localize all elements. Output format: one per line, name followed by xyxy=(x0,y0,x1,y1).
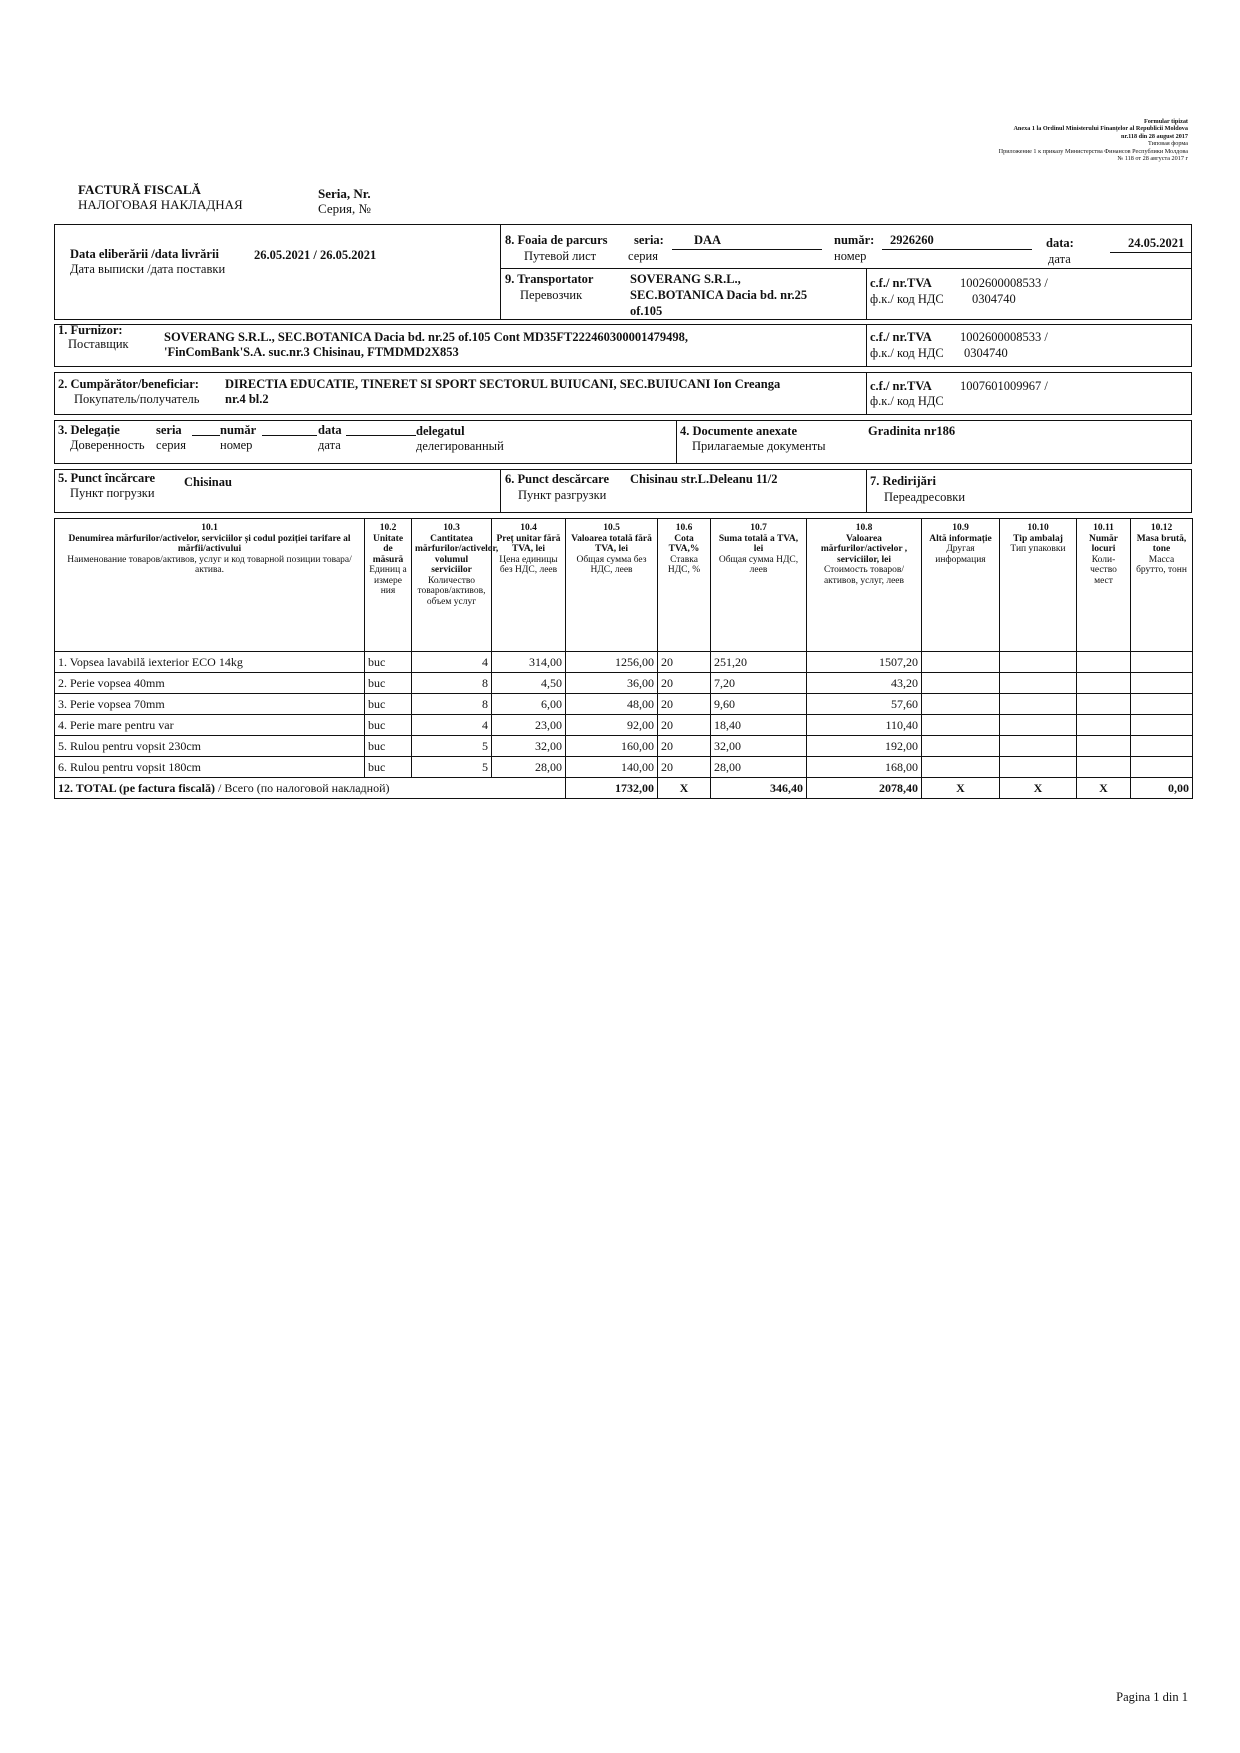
column-title-ro: Altă informație xyxy=(929,533,992,544)
column-title-ru: Количество товаров/активов, объем услуг xyxy=(417,575,486,607)
cell-empty xyxy=(1131,736,1193,757)
cell-qty: 5 xyxy=(412,757,492,778)
cell-empty xyxy=(1000,757,1077,778)
documente-label-ro: 4. Documente anexate xyxy=(680,424,797,438)
cell-empty xyxy=(1077,736,1131,757)
incarcare-value: Chisinau xyxy=(184,475,232,489)
column-header xyxy=(492,519,566,652)
legal-reference xyxy=(858,118,1188,162)
legal-ro-3: nr.118 din 28 august 2017 xyxy=(1121,132,1188,140)
redirijari-label-ru: Переадресовки xyxy=(884,490,966,504)
cell-value: 43,20 xyxy=(807,673,922,694)
cell-empty xyxy=(1077,715,1131,736)
total-x: X xyxy=(658,778,711,799)
cell-value: 192,00 xyxy=(807,736,922,757)
cell-price: 23,00 xyxy=(492,715,566,736)
transportator-cf-value: 1002600008533 / xyxy=(960,276,1048,290)
column-title-ro: Număr locuri xyxy=(1088,533,1119,554)
dates-label-ro: Data eliberării /data livrării xyxy=(70,247,219,261)
cell-vat-rate: 20 xyxy=(658,694,711,715)
cell-empty xyxy=(1131,652,1193,673)
cell-total: 1256,00 xyxy=(566,652,658,673)
table-row xyxy=(55,673,1193,694)
column-title-ru: Единиц а измере ния xyxy=(369,565,407,596)
column-header xyxy=(566,519,658,652)
cell-unit: buc xyxy=(365,736,412,757)
total-value: 2078,40 xyxy=(807,778,922,799)
cell-unit: buc xyxy=(365,694,412,715)
table-row xyxy=(55,757,1193,778)
column-number: 10.11 xyxy=(1093,523,1114,533)
cumparator-label-ru: Покупатель/получатель xyxy=(74,392,200,406)
delegatie-numar-ro: număr xyxy=(220,423,257,437)
furnizor-cf-ru: ф.к./ код НДС xyxy=(870,346,944,360)
underline xyxy=(1110,252,1192,253)
cell-vat-sum: 9,60 xyxy=(711,694,807,715)
descarcare-label-ro: 6. Punct descărcare xyxy=(505,472,610,486)
cell-empty xyxy=(922,736,1000,757)
cell-name: 1. Vopsea lavabilă iexterior ECO 14kg xyxy=(55,652,365,673)
column-number: 10.12 xyxy=(1150,523,1173,533)
transportator-line-1: SOVERANG S.R.L., xyxy=(630,272,741,286)
column-title-ru: Наименование товаров/активов, услуг и код товарной позиции товара/актива. xyxy=(67,554,352,575)
cumparator-line-2: nr.4 bl.2 xyxy=(225,392,269,406)
cell-qty: 8 xyxy=(412,694,492,715)
foaia-seria-value: DAA xyxy=(694,233,722,247)
divider xyxy=(676,420,677,464)
cell-total: 36,00 xyxy=(566,673,658,694)
column-title-ro: Cantitatea mărfurilor/activelor, volumul serviciilor xyxy=(415,533,499,575)
column-number: 10.9 xyxy=(952,523,969,533)
column-title-ro: Masa brută, tone xyxy=(1136,533,1187,554)
column-title-ru: Тип упаковки xyxy=(1010,544,1066,554)
cell-total: 92,00 xyxy=(566,715,658,736)
divider xyxy=(866,324,867,367)
column-number: 10.4 xyxy=(520,523,537,533)
legal-ru-3: № 118 от 28 августа 2017 г xyxy=(1117,155,1188,163)
cell-empty xyxy=(922,715,1000,736)
column-title-ro: Denumirea mărfurilor/activelor, serviciilor și codul poziției tarifare al mărfii/activului xyxy=(68,533,351,554)
cell-empty xyxy=(1131,673,1193,694)
column-title-ro: Unitate de măsură xyxy=(372,533,404,565)
delegatie-data-ro: data xyxy=(318,423,342,437)
cell-total: 140,00 xyxy=(566,757,658,778)
column-title-ro: Suma totală a TVA, lei xyxy=(718,533,799,554)
cumparator-cf-ro: c.f./ nr.TVA xyxy=(870,379,932,393)
cell-qty: 8 xyxy=(412,673,492,694)
cell-unit: buc xyxy=(365,715,412,736)
cell-unit: buc xyxy=(365,757,412,778)
table-row xyxy=(55,652,1193,673)
column-number: 10.6 xyxy=(675,523,693,533)
total-x: X xyxy=(1077,778,1131,799)
cell-vat-sum: 32,00 xyxy=(711,736,807,757)
cell-name: 6. Rulou pentru vopsit 180cm xyxy=(55,757,365,778)
column-header xyxy=(711,519,807,652)
transportator-cf-ro: c.f./ nr.TVA xyxy=(870,276,932,290)
title-ro: FACTURĂ FISCALĂ xyxy=(78,182,201,197)
cell-total: 48,00 xyxy=(566,694,658,715)
transportator-tva-value: 0304740 xyxy=(972,292,1016,306)
seria-ru: Серия, № xyxy=(318,201,371,216)
column-title-ru: Стоимость товаров/активов, услуг, леев xyxy=(823,565,905,586)
underline xyxy=(672,249,822,250)
foaia-label-ru: Путевой лист xyxy=(524,249,597,263)
cell-vat-rate: 20 xyxy=(658,652,711,673)
transportator-label-ru: Перевозчик xyxy=(520,288,583,302)
underline xyxy=(882,249,1032,250)
cell-empty xyxy=(922,694,1000,715)
column-header xyxy=(1000,519,1077,652)
legal-ru-1: Типовая форма xyxy=(1147,140,1188,148)
descarcare-value: Chisinau str.L.Deleanu 11/2 xyxy=(630,472,778,486)
cell-empty xyxy=(922,757,1000,778)
document-title xyxy=(78,182,243,212)
column-number: 10.1 xyxy=(201,523,218,533)
total-mass: 0,00 xyxy=(1131,778,1193,799)
cell-qty: 5 xyxy=(412,736,492,757)
divider xyxy=(500,224,501,320)
foaia-data-ru: дата xyxy=(1048,252,1071,266)
cell-empty xyxy=(1000,715,1077,736)
title-ru: НАЛОГОВАЯ НАКЛАДНАЯ xyxy=(78,197,243,212)
column-header xyxy=(365,519,412,652)
cell-empty xyxy=(1077,652,1131,673)
cell-empty xyxy=(1077,757,1131,778)
divider xyxy=(866,469,867,513)
total-sum: 1732,00 xyxy=(566,778,658,799)
cell-value: 1507,20 xyxy=(807,652,922,673)
cell-empty xyxy=(922,652,1000,673)
delegatie-delegatul-ru: делегированный xyxy=(416,439,504,453)
transportator-label-ro: 9. Transportator xyxy=(505,272,594,286)
column-header xyxy=(412,519,499,652)
cell-empty xyxy=(1077,673,1131,694)
table-row xyxy=(55,715,1193,736)
divider xyxy=(866,372,867,415)
cumparator-cf-ru: ф.к./ код НДС xyxy=(870,394,944,408)
column-number: 10.3 xyxy=(443,523,460,533)
cell-value: 168,00 xyxy=(807,757,922,778)
furnizor-label-ro: 1. Furnizor: xyxy=(58,323,123,337)
foaia-label-ro: 8. Foaia de parcurs xyxy=(505,233,608,247)
cell-name: 5. Rulou pentru vopsit 230cm xyxy=(55,736,365,757)
foaia-data-ro: data: xyxy=(1046,236,1074,250)
cell-empty xyxy=(1000,673,1077,694)
cell-vat-sum: 7,20 xyxy=(711,673,807,694)
legal-ro-2: Anexa 1 la Ordinul Ministerului Finanțelor al Republicii Moldova xyxy=(1013,125,1188,133)
cell-price: 6,00 xyxy=(492,694,566,715)
items-table xyxy=(54,518,1193,799)
cell-vat-rate: 20 xyxy=(658,736,711,757)
seria-label xyxy=(318,186,371,216)
incarcare-label-ru: Пункт погрузки xyxy=(70,486,155,500)
dates-label-ru: Дата выписки /дата поставки xyxy=(70,262,226,276)
delegatie-delegatul-ro: delegatul xyxy=(416,424,465,438)
cell-qty: 4 xyxy=(412,715,492,736)
cell-vat-sum: 28,00 xyxy=(711,757,807,778)
transportator-line-3: of.105 xyxy=(630,304,663,318)
divider xyxy=(500,268,1192,269)
foaia-seria-ro: seria: xyxy=(634,233,664,247)
delegatie-label-ru: Доверенность xyxy=(70,438,145,452)
incarcare-label-ro: 5. Punct încărcare xyxy=(58,471,156,485)
cell-empty xyxy=(1000,694,1077,715)
furnizor-cf-value: 1002600008533 / xyxy=(960,330,1048,344)
table-row xyxy=(55,736,1193,757)
page-number: Pagina 1 din 1 xyxy=(1116,1690,1188,1704)
cell-price: 4,50 xyxy=(492,673,566,694)
column-title-ro: Tip ambalaj xyxy=(1013,533,1063,544)
column-title-ro: Cota TVA,% xyxy=(668,533,700,554)
documente-label-ru: Прилагаемые документы xyxy=(692,439,826,453)
total-x: X xyxy=(922,778,1000,799)
cell-vat-sum: 251,20 xyxy=(711,652,807,673)
total-label xyxy=(55,778,566,799)
cumparator-label-ro: 2. Cumpărător/beneficiar: xyxy=(58,377,199,391)
delegatie-numar-ru: номер xyxy=(220,438,253,452)
underline xyxy=(262,435,317,436)
cell-empty xyxy=(1131,694,1193,715)
cell-qty: 4 xyxy=(412,652,492,673)
foaia-numar-ro: număr: xyxy=(834,233,875,247)
cell-price: 314,00 xyxy=(492,652,566,673)
column-title-ru: Другая информация xyxy=(935,544,986,565)
seria-ro: Seria, Nr. xyxy=(318,186,371,201)
cell-price: 28,00 xyxy=(492,757,566,778)
cell-empty xyxy=(1131,757,1193,778)
furnizor-line-1: SOVERANG S.R.L., SEC.BOTANICA Dacia bd. nr.25 of.105 Cont MD35FT222460300001479498, xyxy=(164,330,689,344)
divider xyxy=(500,469,501,513)
cell-vat-sum: 18,40 xyxy=(711,715,807,736)
table-row xyxy=(55,694,1193,715)
column-title-ru: Цена единицы без НДС, леев xyxy=(499,554,558,575)
cell-empty xyxy=(1000,736,1077,757)
foaia-numar-ru: номер xyxy=(834,249,867,263)
descarcare-label-ru: Пункт разгрузки xyxy=(518,488,607,502)
table-header-row xyxy=(55,519,1193,652)
total-label-ro: 12. TOTAL (pe factura fiscală) xyxy=(58,781,215,795)
column-title-ru: Ставка НДС, % xyxy=(667,554,701,575)
cell-empty xyxy=(922,673,1000,694)
dates-value: 26.05.2021 / 26.05.2021 xyxy=(254,248,377,262)
cumparator-line-1: DIRECTIA EDUCATIE, TINERET SI SPORT SECTORUL BUIUCANI, SEC.BUIUCANI Ion Creanga xyxy=(225,377,781,391)
column-title-ru: Коли-чество мест xyxy=(1090,554,1117,586)
column-number: 10.2 xyxy=(379,523,397,533)
delegatie-seria-ru: серия xyxy=(156,438,186,452)
delegatie-data-ru: дата xyxy=(318,438,341,452)
foaia-seria-ru: серия xyxy=(628,249,658,263)
transportator-line-2: SEC.BOTANICA Dacia bd. nr.25 xyxy=(630,288,808,302)
column-title-ro: Preț unitar fără TVA, lei xyxy=(496,533,561,554)
delegatie-label-ro: 3. Delegație xyxy=(58,423,120,437)
total-x: X xyxy=(1000,778,1077,799)
furnizor-cf-ro: c.f./ nr.TVA xyxy=(870,330,932,344)
cell-name: 2. Perie vopsea 40mm xyxy=(55,673,365,694)
foaia-data-value: 24.05.2021 xyxy=(1128,236,1185,250)
column-header xyxy=(922,519,1000,652)
cumparator-cf-value: 1007601009967 / xyxy=(960,379,1048,393)
cell-unit: buc xyxy=(365,673,412,694)
cell-total: 160,00 xyxy=(566,736,658,757)
foaia-numar-value: 2926260 xyxy=(890,233,934,247)
total-label-ru: / Всего (по налоговой накладной) xyxy=(215,781,390,795)
cell-name: 3. Perie vopsea 70mm xyxy=(55,694,365,715)
column-header xyxy=(807,519,922,652)
delegatie-seria-ro: seria xyxy=(156,423,182,437)
cell-empty xyxy=(1131,715,1193,736)
column-header xyxy=(55,519,365,652)
column-title-ru: Масса брутто, тонн xyxy=(1136,554,1187,575)
legal-ro-1: Formular tipizat xyxy=(1143,118,1188,125)
total-row xyxy=(55,778,1193,799)
cell-value: 110,40 xyxy=(807,715,922,736)
cell-vat-rate: 20 xyxy=(658,757,711,778)
legal-ru-2: Приложение 1 к приказу Министерства Финансов Республики Молдова xyxy=(998,147,1188,155)
column-title-ro: Valoarea mărfurilor/activelor , serviciilor, lei xyxy=(820,533,908,565)
underline xyxy=(192,435,220,436)
redirijari-label-ro: 7. Redirijări xyxy=(870,474,936,488)
column-title-ru: Общая сумма НДС, леев xyxy=(718,554,799,575)
column-number: 10.10 xyxy=(1027,523,1049,533)
cell-unit: buc xyxy=(365,652,412,673)
column-header xyxy=(1131,519,1193,652)
cell-vat-rate: 20 xyxy=(658,673,711,694)
documente-value: Gradinita nr186 xyxy=(868,424,956,438)
underline xyxy=(346,435,416,436)
cell-value: 57,60 xyxy=(807,694,922,715)
column-number: 10.7 xyxy=(750,523,767,533)
cell-price: 32,00 xyxy=(492,736,566,757)
cell-empty xyxy=(1000,652,1077,673)
furnizor-tva-value: 0304740 xyxy=(964,346,1008,360)
divider xyxy=(866,268,867,320)
cell-name: 4. Perie mare pentru var xyxy=(55,715,365,736)
total-vat-sum: 346,40 xyxy=(711,778,807,799)
furnizor-label-ru: Поставщик xyxy=(68,337,129,351)
column-title-ru: Общая сумма без НДС, леев xyxy=(576,554,647,575)
column-header xyxy=(658,519,711,652)
furnizor-line-2: 'FinComBank'S.A. suc.nr.3 Chisinau, FTMDMD2X853 xyxy=(164,345,459,359)
column-number: 10.5 xyxy=(603,523,620,533)
column-header xyxy=(1077,519,1131,652)
column-number: 10.8 xyxy=(855,523,873,533)
cell-empty xyxy=(1077,694,1131,715)
column-title-ro: Valoarea totală fără TVA, lei xyxy=(571,533,652,554)
transportator-cf-ru: ф.к./ код НДС xyxy=(870,292,944,306)
cell-vat-rate: 20 xyxy=(658,715,711,736)
